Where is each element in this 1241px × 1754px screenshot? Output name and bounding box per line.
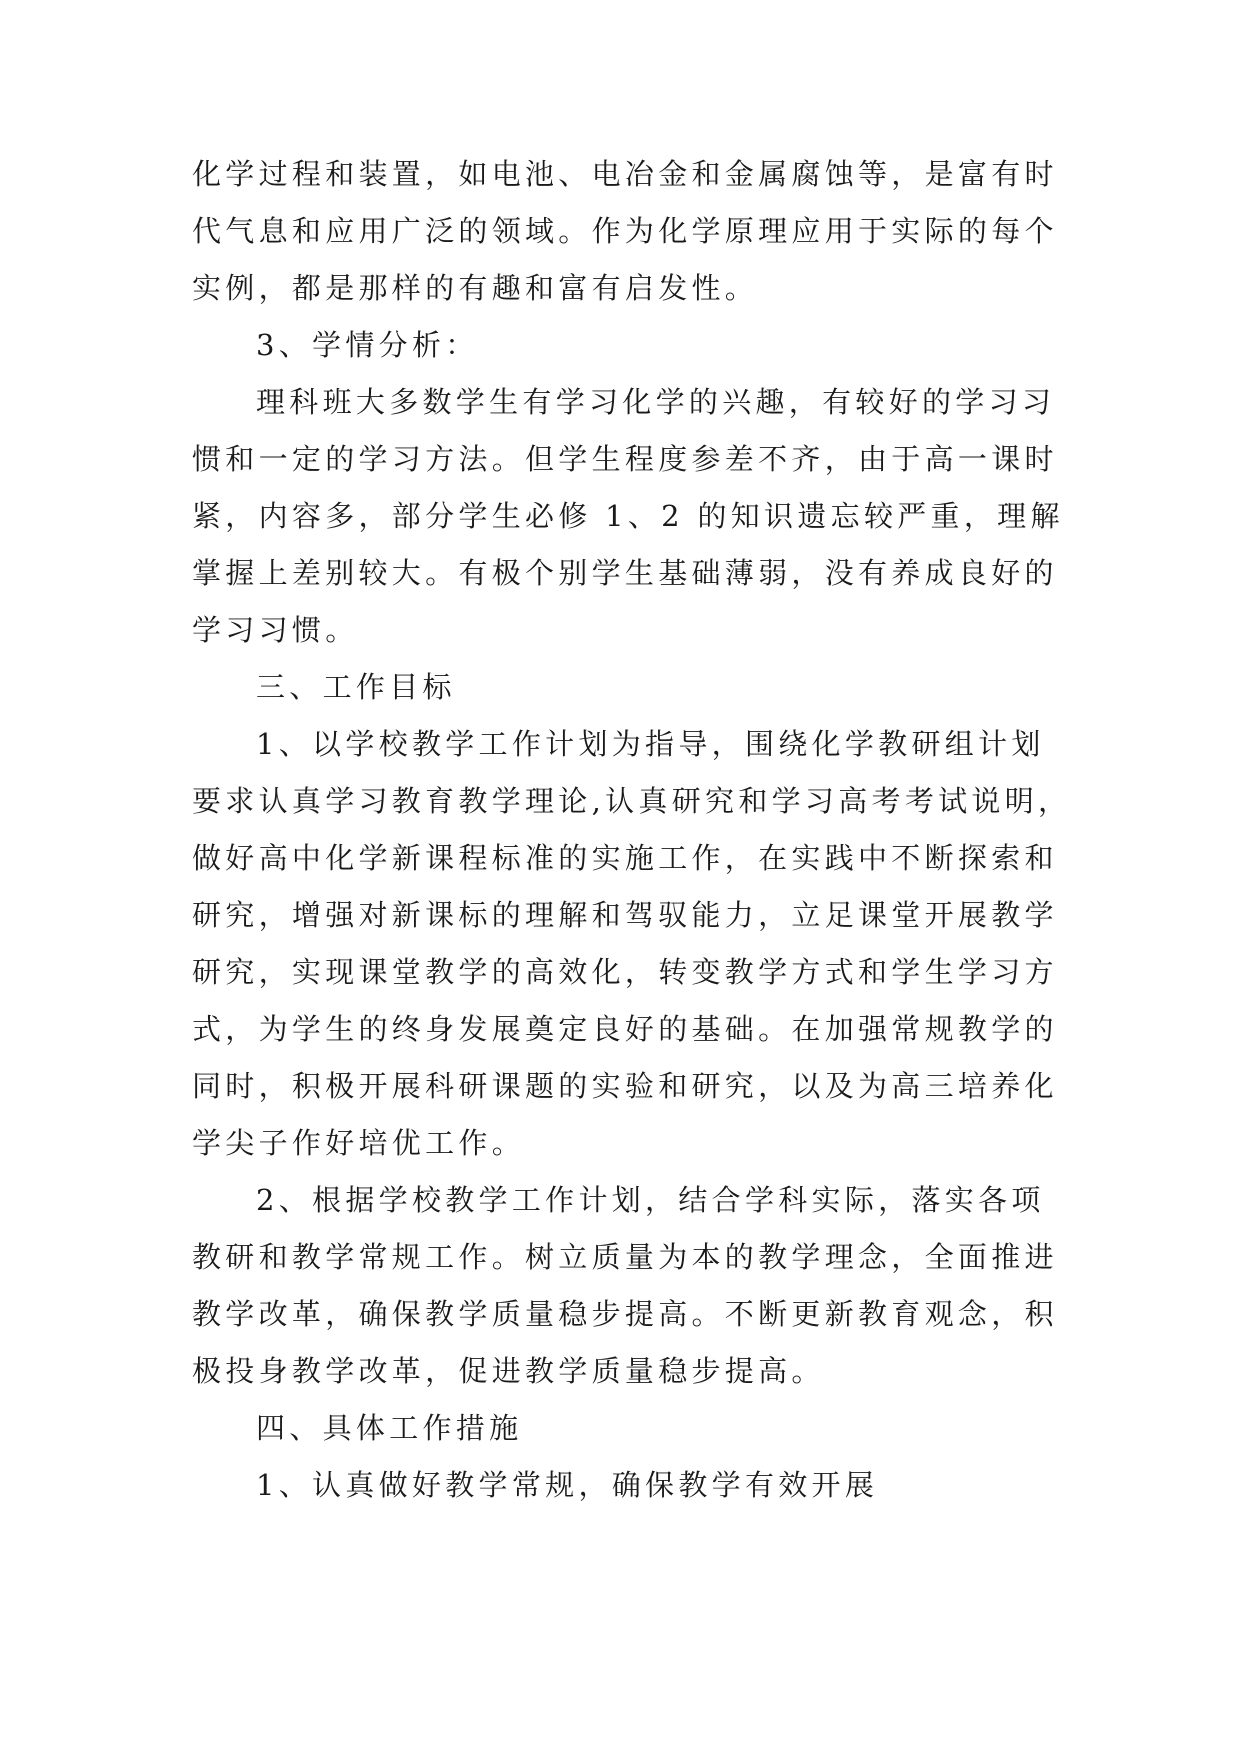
body-line: 教学改革，确保教学质量稳步提高。不断更新教育观念，积	[192, 1297, 1058, 1331]
body-line: 学习习惯。	[192, 613, 359, 647]
body-line: 要求认真学习教育教学理论,认真研究和学习高考考试说明，	[192, 784, 1072, 818]
body-line: 研究，实现课堂教学的高效化，转变教学方式和学生学习方	[192, 955, 1058, 989]
body-line: 同时，积极开展科研课题的实验和研究，以及为高三培养化	[192, 1069, 1058, 1103]
body-line: 做好高中化学新课程标准的实施工作，在实践中不断探索和	[192, 841, 1058, 875]
body-line: 化学过程和装置，如电池、电冶金和金属腐蚀等，是富有时	[192, 157, 1058, 191]
body-line: 代气息和应用广泛的领域。作为化学原理应用于实际的每个	[192, 214, 1058, 248]
body-line: 惯和一定的学习方法。但学生程度参差不齐，由于高一课时	[192, 442, 1058, 476]
paragraph-first-line: 2、根据学校教学工作计划，结合学科实际，落实各项	[256, 1183, 1045, 1217]
body-line: 紧，内容多，部分学生必修 1、2 的知识遗忘较严重，理解	[192, 499, 1064, 533]
section-heading: 三、工作目标	[256, 670, 456, 704]
paragraph-first-line: 1、以学校教学工作计划为指导，围绕化学教研组计划	[256, 727, 1045, 761]
paragraph-first-line: 理科班大多数学生有学习化学的兴趣，有较好的学习习	[256, 385, 1056, 419]
body-line: 式，为学生的终身发展奠定良好的基础。在加强常规教学的	[192, 1012, 1058, 1046]
body-line: 学尖子作好培优工作。	[192, 1126, 526, 1160]
body-line: 极投身教学改革，促进教学质量稳步提高。	[192, 1354, 825, 1388]
paragraph-first-line: 1、认真做好教学常规，确保教学有效开展	[256, 1468, 879, 1502]
section-heading: 四、具体工作措施	[256, 1411, 523, 1445]
body-line: 实例，都是那样的有趣和富有启发性。	[192, 271, 759, 305]
section-subheading: 3、学情分析：	[256, 328, 479, 362]
body-line: 掌握上差别较大。有极个别学生基础薄弱，没有养成良好的	[192, 556, 1058, 590]
body-line: 研究，增强对新课标的理解和驾驭能力，立足课堂开展教学	[192, 898, 1058, 932]
body-line: 教研和教学常规工作。树立质量为本的教学理念，全面推进	[192, 1240, 1058, 1274]
